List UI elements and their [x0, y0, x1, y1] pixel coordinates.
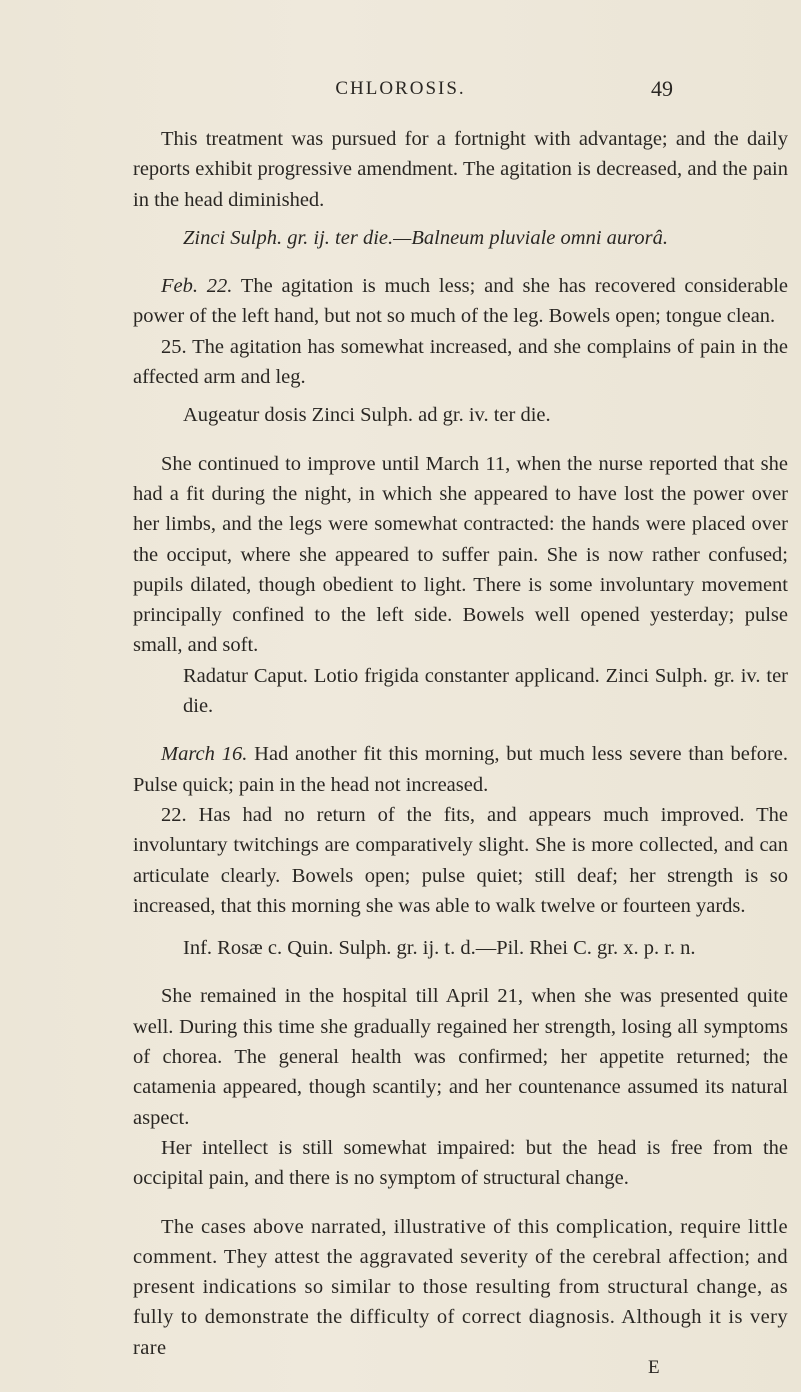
paragraph: This treatment was pursued for a fortnight with advantage; and the daily reports exhibit progressive amendment. The agitation is decreased, and the pain in the head diminished.	[133, 128, 788, 211]
paragraph: 22. Has had no return of the fits, and appears much improved. The involuntary twitchings are comparatively slight. She is more collected, and can articulate clearly. Bowels open; pulse quiet; still deaf; her strength is so increased, that this morning she was able to walk twelve or fourteen yards.	[133, 803, 788, 917]
page-body	[133, 124, 788, 1363]
paragraph: Her intellect is still somewhat impaired: but the head is free from the occipital pain, and there is no symptom of structural change.	[133, 1136, 788, 1190]
prescription: Augeatur dosis Zinci Sulph. ad gr. iv. ter die.	[183, 404, 551, 427]
prescription: Radatur Caput. Lotio frigida constanter applicand. Zinci Sulph. gr. iv. ter die.	[183, 664, 788, 718]
paragraph: She continued to improve until March 11, when the nurse reported that she had a fit during the night, in which she appeared to have lost the power over her limbs, and the legs were somewhat contracted: the hands were placed over the occiput, where she appeared to suffer pain. She is now rather confused; pupils dilated, though obedient to light. There is some involuntary movement principally confined to the left side. Bowels well opened yesterday; pulse small, and soft.	[133, 452, 788, 657]
paragraph: March 16. Had another fit this morning, but much less severe than before. Pulse quick; pain in the head not increased.	[133, 743, 788, 796]
paragraph: She remained in the hospital till April 21, when she was presented quite well. During this time she gradually regained her strength, losing all symptoms of chorea. The general health was confirmed; her appetite returned; the catamenia appeared, though scantily; and her countenance assumed its natural aspect.	[133, 985, 788, 1129]
signature-mark: E	[648, 1357, 660, 1378]
page-number: 49	[651, 76, 673, 101]
entry-date: Feb. 22.	[161, 275, 233, 298]
prescription: Inf. Rosæ c. Quin. Sulph. gr. ij. t. d.—Pil. Rhei C. gr. x. p. r. n.	[183, 937, 696, 960]
entry-date: March 16.	[161, 743, 248, 766]
paragraph: Feb. 22. The agitation is much less; and she has recovered considerable power of the left hand, but not so much of the leg. Bowels open; tongue clean.	[133, 275, 788, 328]
running-head: CHLOROSIS.	[335, 78, 466, 99]
prescription: Zinci Sulph. gr. ij. ter die.—Balneum pluviale omni aurorâ.	[183, 226, 668, 249]
page-header	[0, 78, 801, 108]
paragraph: The cases above narrated, illustrative of this complication, require little comment. They attest the aggravated severity of the cerebral affection; and present indications so similar to those resulting from structural change, as fully to demonstrate the difficulty of correct diagnosis. Although it is very rare	[133, 1215, 788, 1359]
paragraph: 25. The agitation has somewhat increased, and she complains of pain in the affected arm and leg.	[133, 335, 788, 389]
